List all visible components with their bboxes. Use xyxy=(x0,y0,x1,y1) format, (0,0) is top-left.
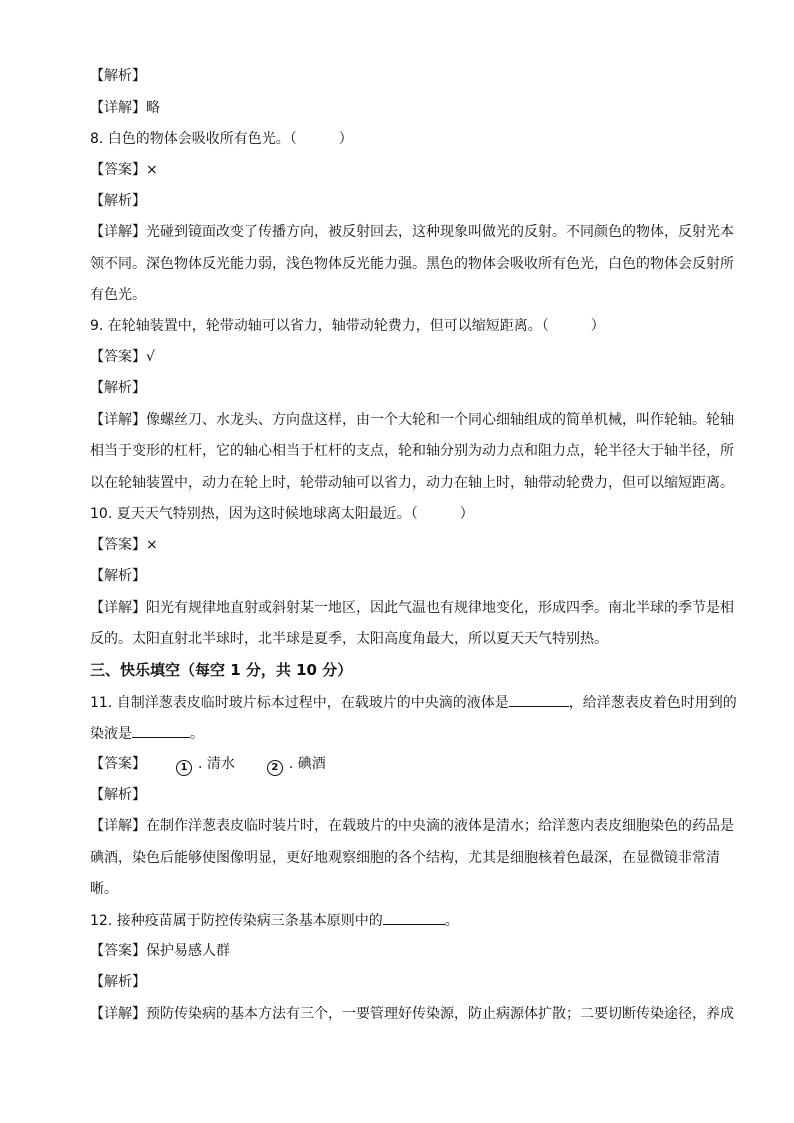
analysis-label: 【解析】 xyxy=(90,380,146,396)
detail-11-line-1: 【详解】在制作洋葱表皮临时装片时，在载玻片的中央滴的液体是清水；给洋葱内表皮细胞染色的药品是 xyxy=(90,818,734,834)
detail-9-line-3: 以在轮轴装置中，动力在轮上时，轮带动轴可以省力，动力在轴上时，轴带动轮费力，但可以缩短距离。 xyxy=(90,475,734,491)
detail-8-line-3: 有色光。 xyxy=(90,287,146,303)
section-title: 三、快乐填空（每空 1 分，共 10 分） xyxy=(90,661,353,679)
answer-11: 【答案】 1 . 清水 2 . 碘酒 xyxy=(90,754,326,776)
analysis-label: 【解析】 xyxy=(90,787,146,803)
detail-8-line-2: 领不同。深色物体反光能力弱，浅色物体反光能力强。黑色的物体会吸收所有色光，白色的物体会反射所 xyxy=(90,256,734,272)
question-9: 9. 在轮轴装置中，轮带动轴可以省力，轴带动轮费力，但可以缩短距离。（ ） xyxy=(90,318,605,334)
question-8: 8. 白色的物体会吸收所有色光。（ ） xyxy=(90,131,353,147)
fill-blank xyxy=(132,723,190,738)
detail-10-line-1: 【详解】阳光有规律地直射或斜射某一地区，因此气温也有规律地变化，形成四季。南北半球的季节是相 xyxy=(90,600,734,616)
circled-number-1: 1 xyxy=(176,760,192,776)
answer-12: 【答案】保护易感人群 xyxy=(90,943,230,959)
analysis-label: 【解析】 xyxy=(90,568,146,584)
answer-10: 【答案】× xyxy=(90,537,158,553)
analysis-label: 【解析】 xyxy=(90,193,146,209)
fill-blank xyxy=(509,692,569,707)
detail-9-line-1: 【详解】像螺丝刀、水龙头、方向盘这样，由一个大轮和一个同心细轴组成的简单机械，叫作轮轴。轮轴 xyxy=(90,412,734,428)
answer-8: 【答案】× xyxy=(90,162,158,178)
analysis-label: 【解析】 xyxy=(90,974,146,990)
answer-9: 【答案】√ xyxy=(90,349,155,365)
detail-12-line-1: 【详解】预防传染病的基本方法有三个，一要管理好传染源，防止病源体扩散；二要切断传染途径，养成 xyxy=(90,1006,734,1022)
question-11-line-2: 染液是 。 xyxy=(90,723,204,744)
circled-number-2: 2 xyxy=(267,760,283,776)
question-11-line-1: 11. 自制洋葱表皮临时玻片标本过程中，在载玻片的中央滴的液体是 ，给洋葱表皮着色时用到的 xyxy=(90,692,737,713)
detail-9-line-2: 相当于变形的杠杆，它的轴心相当于杠杆的支点，轮和轴分别为动力点和阻力点，轮半径大于轴半径，所 xyxy=(90,443,734,459)
detail-11-line-3: 晰。 xyxy=(90,881,118,897)
detail-8-line-1: 【详解】光碰到镜面改变了传播方向，被反射回去，这种现象叫做光的反射。不同颜色的物体，反射光本 xyxy=(90,224,734,240)
analysis-label: 【解析】 xyxy=(90,68,146,84)
question-12: 12. 接种疫苗属于防控传染病三条基本原则中的 。 xyxy=(90,910,459,931)
detail-line: 【详解】略 xyxy=(90,100,160,116)
question-10: 10. 夏天天气特别热，因为这时候地球离太阳最近。（ ） xyxy=(90,506,474,522)
fill-blank xyxy=(383,910,445,925)
detail-11-line-2: 碘酒，染色后能够使图像明显，更好地观察细胞的各个结构，尤其是细胞核着色最深，在显微镜非常清 xyxy=(90,850,720,866)
detail-10-line-2: 反的。太阳直射北半球时，北半球是夏季，太阳高度角最大，所以夏天天气特别热。 xyxy=(90,631,608,647)
